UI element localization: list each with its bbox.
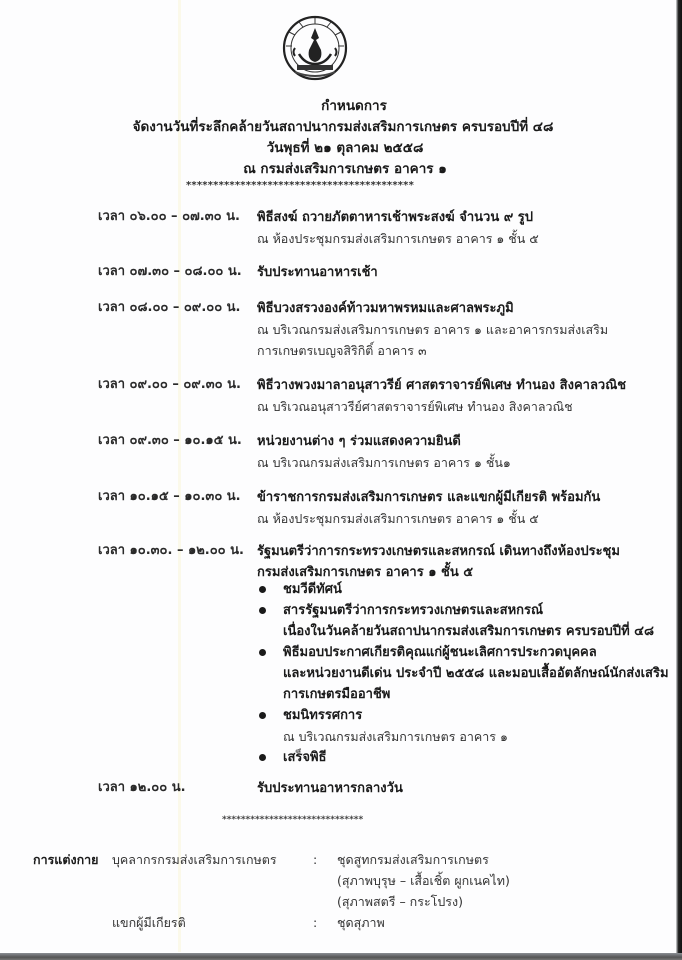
activity-location-cont: การเกษตรเบญจสิริกิติ์ อาคาร ๓: [257, 343, 427, 358]
dress-code-group: แขกผู้มีเกียรติ: [112, 915, 186, 930]
doc-title: กำหนดการ: [321, 98, 387, 114]
agenda-item-title: ชมวีดีทัศน์: [283, 582, 342, 597]
time-slot: เวลา ๐๘.๐๐ – ๐๙.๐๐ น.: [98, 300, 241, 315]
activity-location: ณ บริเวณกรมส่งเสริมการเกษตร อาคาร ๑ ชั้น๑: [257, 455, 511, 470]
time-slot: เวลา ๐๙.๐๐ – ๐๙.๓๐ น.: [98, 377, 241, 392]
dress-code-group: บุคลากรกรมส่งเสริมการเกษตร: [112, 852, 277, 867]
activity-title: ข้าราชการกรมส่งเสริมการเกษตร และแขกผู้มีเกียรติ พร้อมกัน: [257, 490, 601, 505]
agenda-item-title: ชมนิทรรศการ: [283, 708, 363, 723]
header-separator: ******************************************: [186, 180, 415, 191]
agenda-item-title-cont: และหน่วยงานดีเด่น ประจำปี ๒๕๕๘ และมอบเสื้ออัตลักษณ์นักส่งเสริม: [283, 666, 669, 681]
bullet-icon: [259, 712, 266, 719]
agenda-item-title-cont: เนื่องในวันคล้ายวันสถาปนากรมส่งเสริมการเกษตร ครบรอบปีที่ ๔๘: [283, 624, 655, 639]
event-venue: ณ กรมส่งเสริมการเกษตร อาคาร ๑: [243, 161, 447, 177]
agenda-item-title-cont: การเกษตรมืออาชีพ: [283, 687, 391, 702]
event-name: จัดงานวันที่ระลึกคล้ายวันสถาปนากรมส่งเสริมการเกษตร ครบรอบปีที่ ๔๘: [132, 119, 554, 135]
footer-separator: ******************************: [222, 815, 364, 825]
activity-location: ณ บริเวณกรมส่งเสริมการเกษตร อาคาร ๑ และอาคารกรมส่งเสริม: [257, 322, 609, 337]
time-slot: เวลา ๐๖.๐๐ – ๐๗.๓๐ น.: [98, 209, 240, 224]
activity-title: หน่วยงานต่าง ๆ ร่วมแสดงความยินดี: [257, 434, 461, 449]
agenda-item-title: เสร็จพิธี: [283, 750, 327, 765]
agenda-item-location: ณ บริเวณกรมส่งเสริมการเกษตร อาคาร ๑: [283, 729, 508, 744]
agenda-item: [257, 642, 677, 705]
document-header: [0, 96, 682, 180]
bullet-icon: [259, 754, 266, 761]
activity-title: รัฐมนตรีว่าการกระทรวงเกษตรและสหกรณ์ เดินทางถึงห้องประชุม: [257, 544, 620, 559]
agenda-item-title: สารรัฐมนตรีว่าการกระทรวงเกษตรและสหกรณ์: [283, 603, 544, 618]
bullet-icon: [259, 586, 266, 593]
activity-title: รับประทานอาหารเช้า: [257, 265, 378, 280]
dress-code-label: การแต่งกาย: [33, 852, 99, 867]
time-slot: เวลา ๐๙.๓๐ – ๑๐.๑๕ น.: [98, 433, 242, 448]
agenda-item: [257, 600, 677, 642]
activity-location: ณ ห้องประชุมกรมส่งเสริมการเกษตร อาคาร ๑ ชั้น ๕: [257, 511, 539, 526]
agenda-item: [257, 747, 677, 768]
activity-title: พิธีวางพวงมาลาอนุสาวรีย์ ศาสตราจารย์พิเศษ ทำนอง สิงคาลวณิช: [257, 378, 627, 393]
activity-location: ณ บริเวณอนุสาวรีย์ศาสตราจารย์พิเศษ ทำนอง สิงคาลวณิช: [257, 399, 573, 414]
dress-code-colon: :: [313, 852, 318, 867]
activity-title: รับประทานอาหารกลางวัน: [257, 781, 403, 796]
dress-code-colon: :: [313, 915, 318, 930]
agenda-item: [257, 705, 677, 747]
time-slot: เวลา ๐๗.๓๐ – ๐๘.๐๐ น.: [98, 264, 242, 279]
time-slot: เวลา ๑๒.๐๐ น.: [98, 780, 186, 795]
agenda-item: [257, 579, 677, 600]
scan-bottom-edge: [0, 953, 682, 960]
bullet-icon: [259, 607, 266, 614]
department-seal-icon: [281, 14, 349, 82]
activity-location: ณ ห้องประชุมกรมส่งเสริมการเกษตร อาคาร ๑ ชั้น ๕: [257, 231, 539, 246]
agenda-item-title: พิธีมอบประกาศเกียรติคุณแก่ผู้ชนะเลิศการประกวดบุคคล: [283, 645, 597, 660]
dress-code-attire-women: (สุภาพสตรี – กระโปรง): [337, 894, 464, 909]
activity-title: พิธีบวงสรวงองค์ท้าวมหาพรหมและศาลพระภูมิ: [257, 301, 514, 316]
bullet-icon: [259, 649, 266, 656]
dress-code-attire-men: (สุภาพบุรุษ – เสื้อเชิ้ต ผูกเนคไท): [337, 873, 510, 888]
activity-title-cont: กรมส่งเสริมการเกษตร อาคาร ๑ ชั้น ๕: [257, 565, 474, 580]
dress-code-attire: ชุดสูทกรมส่งเสริมการเกษตร: [337, 852, 489, 867]
dress-code-attire: ชุดสุภาพ: [337, 915, 385, 930]
event-date: วันพุธที่ ๒๑ ตุลาคม ๒๕๕๘: [266, 140, 424, 156]
activity-title: พิธีสงฆ์ ถวายภัตตาหารเช้าพระสงฆ์ จำนวน ๙ รูป: [257, 210, 534, 225]
ceremony-agenda-list: [257, 579, 677, 768]
time-slot: เวลา ๑๐.๑๕ – ๑๐.๓๐ น.: [98, 489, 241, 504]
time-slot: เวลา ๑๐.๓๐. – ๑๒.๐๐ น.: [98, 543, 244, 558]
